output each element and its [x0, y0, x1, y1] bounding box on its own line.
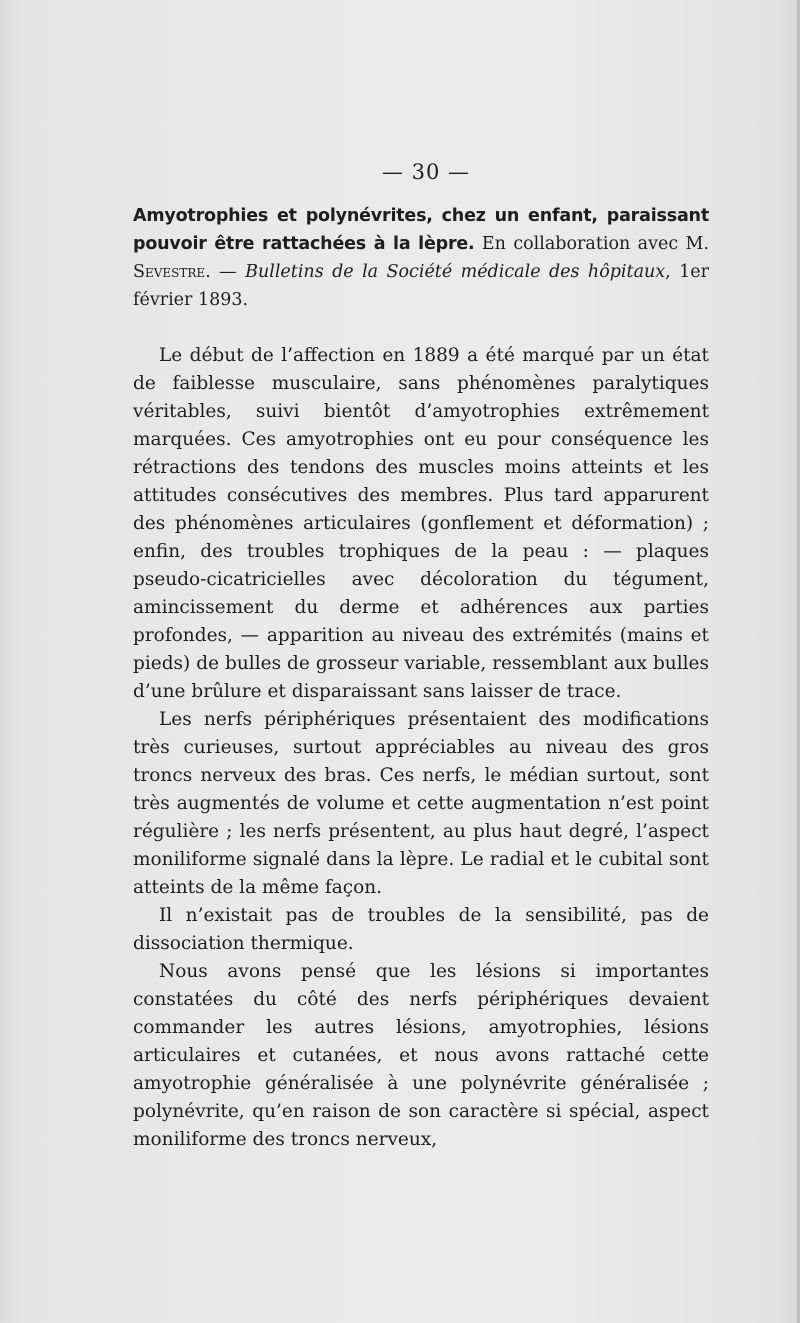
paragraph-conclusion: Nous avons pensé que les lésions si importantes constatées du côté des nerfs périphériques devaient commander les autres lésions, amyotrophies, lésions articulaires et cutanées, et nous avons rattaché cette amyotrophie généralisée à une polynévrite généralisée ; polynévrite, qu’en raison de son caractère si spécial, aspect moniliforme des troncs nerveux, [133, 961, 709, 1150]
reference-title: Amyotrophies et polynévrites, chez un enfant, paraissant pouvoir être rattachées à la lèpre. [133, 206, 709, 254]
reference-author: Sevestre [133, 262, 206, 282]
reference-separator: . — [205, 262, 246, 282]
paragraph-sensibility: Il n’existait pas de troubles de la sensibilité, pas de dissociation thermique. [133, 905, 709, 954]
reference-source: Bulletins de la Société médicale des hôpitaux [245, 262, 666, 282]
bibliographic-reference [133, 202, 709, 314]
page-number: — 30 — [381, 160, 471, 184]
reference-date: , 1er février 1893. [133, 262, 709, 310]
page-text [133, 160, 709, 1154]
reference-collaboration: En collaboration avec M. [474, 234, 709, 254]
paragraph-onset: Le début de l’affection en 1889 a été marqué par un état de faiblesse musculaire, sans phénomènes paralytiques véritables, suivi bientôt d’amyotrophies extrêmement marquées. Ces amyotrophies ont eu pour conséquence les rétractions des tendons des muscles moins atteints et les attitudes consécutives des membres. Plus tard apparurent des phénomènes articulaires (gonflement et déformation) ; enfin, des troubles trophiques de la peau : — plaques pseudo-cicatricielles avec décoloration du tégument, amincissement du derme et adhérences aux parties profondes, — apparition au niveau des extrémités (mains et pieds) de bulles de grosseur variable, ressemblant aux bulles d’une brûlure et disparaissant sans laisser de trace. [133, 345, 709, 702]
paragraph-nerves: Les nerfs périphériques présentaient des modifications très curieuses, surtout appréciables au niveau des gros troncs nerveux des bras. Ces nerfs, le médian surtout, sont très augmentés de volume et cette augmentation n’est point régulière ; les nerfs présentent, au plus haut degré, l’aspect moniliforme signalé dans la lèpre. Le radial et le cubital sont atteints de la même façon. [133, 709, 709, 898]
